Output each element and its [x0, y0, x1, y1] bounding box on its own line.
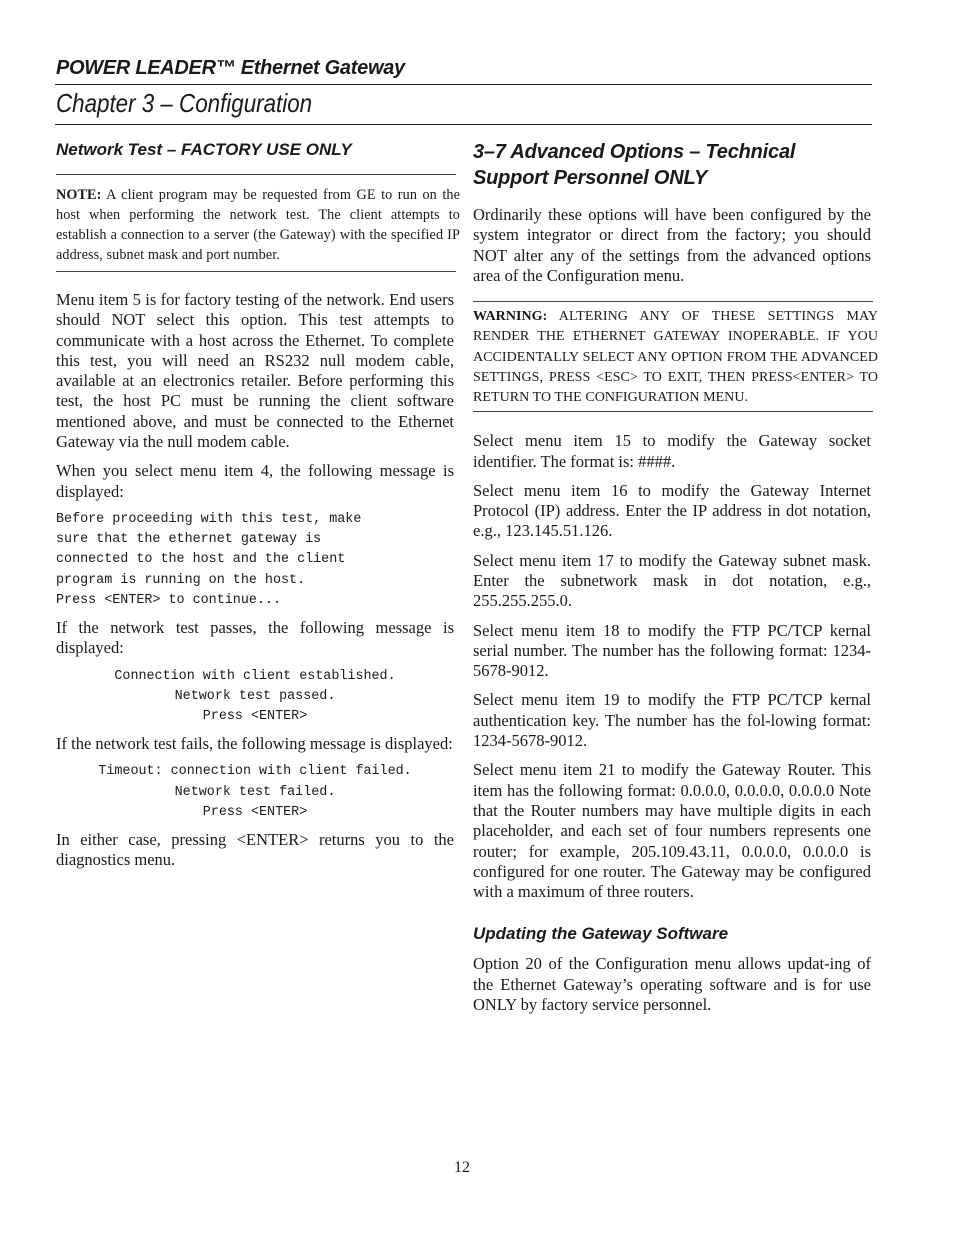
right-column: [473, 140, 878, 1015]
header-rule: [55, 84, 872, 85]
warning-top-rule: [473, 301, 873, 302]
before-proceeding-message: Before proceeding with this test, make sure that the ethernet gateway is connected to the host and the client program is running on the host. Press <ENTER> to continue...: [56, 511, 362, 608]
advanced-options-heading: 3–7 Advanced Options – Technical Support Personnel ONLY: [473, 141, 796, 189]
test-failed-message: Timeout: connection with client failed. Network test failed. Press <ENTER>: [98, 764, 412, 820]
updating-software-heading: Updating the Gateway Software: [473, 924, 729, 944]
left-column: [56, 140, 460, 871]
note-top-rule: [56, 174, 456, 175]
advanced-intro-paragraph: Ordinarily these options will have been configured by the system integrator or direct from the factory; you should NOT alter any of the settings from the advanced options area of the Configuration menu.: [473, 205, 871, 285]
page-number: 12: [454, 1159, 470, 1176]
test-passed-message: Connection with client established. Network test passed. Press <ENTER>: [114, 668, 396, 724]
warning-text: ALTERING ANY OF THESE SETTINGS MAY RENDER THE ETHERNET GATEWAY INOPERABLE. IF YOU ACCIDENTALLY SELECT ANY OPTION FROM THE ADVANCED SETTINGS, PRESS <ESC> TO EXIT, THEN PRESS<ENTER> TO RETURN TO THE CONFIGURATION MENU.: [473, 309, 878, 405]
menu-item-19-paragraph: Select menu item 19 to modify the FTP PC/TCP kernal authentication key. The number has the fol-lowing format: 1234-5678-9012.: [473, 690, 871, 751]
option-20-paragraph: Option 20 of the Configuration menu allows updat-ing of the Ethernet Gateway’s operating software and is for use ONLY by factory service personnel.: [473, 954, 871, 1015]
test-passes-paragraph: If the network test passes, the following message is displayed:: [56, 617, 454, 658]
test-fails-paragraph: If the network test fails, the following message is displayed:: [56, 734, 453, 754]
note-box: [56, 185, 460, 265]
warning-box: [473, 307, 878, 408]
network-test-heading: Network Test – FACTORY USE ONLY: [56, 140, 352, 159]
note-bottom-rule: [56, 271, 456, 272]
menu-item-16-paragraph: Select menu item 16 to modify the Gateway Internet Protocol (IP) address. Enter the IP address in dot notation, e.g., 123.145.51.126.: [473, 480, 871, 541]
menu-item-21-paragraph: Select menu item 21 to modify the Gateway Router. This item has the following format: 0.0.0.0, 0.0.0.0, 0.0.0.0 Note that the Router numbers may have multiple digits in each placeholder, and each set of four numbers represents one router; for example, 205.109.43.11, 0.0.0.0, 0.0.0.0 is configured for one router. The Gateway may be configured with a maximum of three routers.: [473, 760, 871, 902]
menu-item-4-paragraph: When you select menu item 4, the following message is displayed:: [56, 461, 454, 501]
menu-item-15-paragraph: Select menu item 15 to modify the Gateway socket identifier. The format is: ####.: [473, 431, 871, 471]
menu-item-17-paragraph: Select menu item 17 to modify the Gateway subnet mask. Enter the subnetwork mask in dot notation, e.g., 255.255.255.0.: [473, 550, 871, 611]
chapter-rule: [55, 124, 872, 125]
network-test-paragraph: Menu item 5 is for factory testing of the network. End users should NOT select this option. This test attempts to communicate with a host across the Ethernet. To complete this test, you will need an RS232 null modem cable, available at an electronics retailer. Before performing this test, the host PC must be running the client software mentioned above, and must be connected to the Ethernet Gateway via the null modem cable.: [56, 290, 454, 452]
document-title: POWER LEADER™ Ethernet Gateway: [56, 57, 405, 79]
warning-label: WARNING:: [473, 309, 548, 325]
note-label: NOTE:: [56, 187, 102, 203]
either-case-paragraph: In either case, pressing <ENTER> returns you to the diagnostics menu.: [56, 830, 454, 870]
note-text: A client program may be requested from GE to run on the host when performing the network test. The client attempts to establish a connection to a server (the Gateway) with the specified IP address, subnet mask and port number.: [56, 187, 460, 263]
chapter-title: Chapter 3 – Configuration: [56, 88, 313, 118]
menu-item-18-paragraph: Select menu item 18 to modify the FTP PC/TCP kernal serial number. The number has the following format: 1234-5678-9012.: [473, 620, 871, 681]
warning-bottom-rule: [473, 411, 873, 412]
